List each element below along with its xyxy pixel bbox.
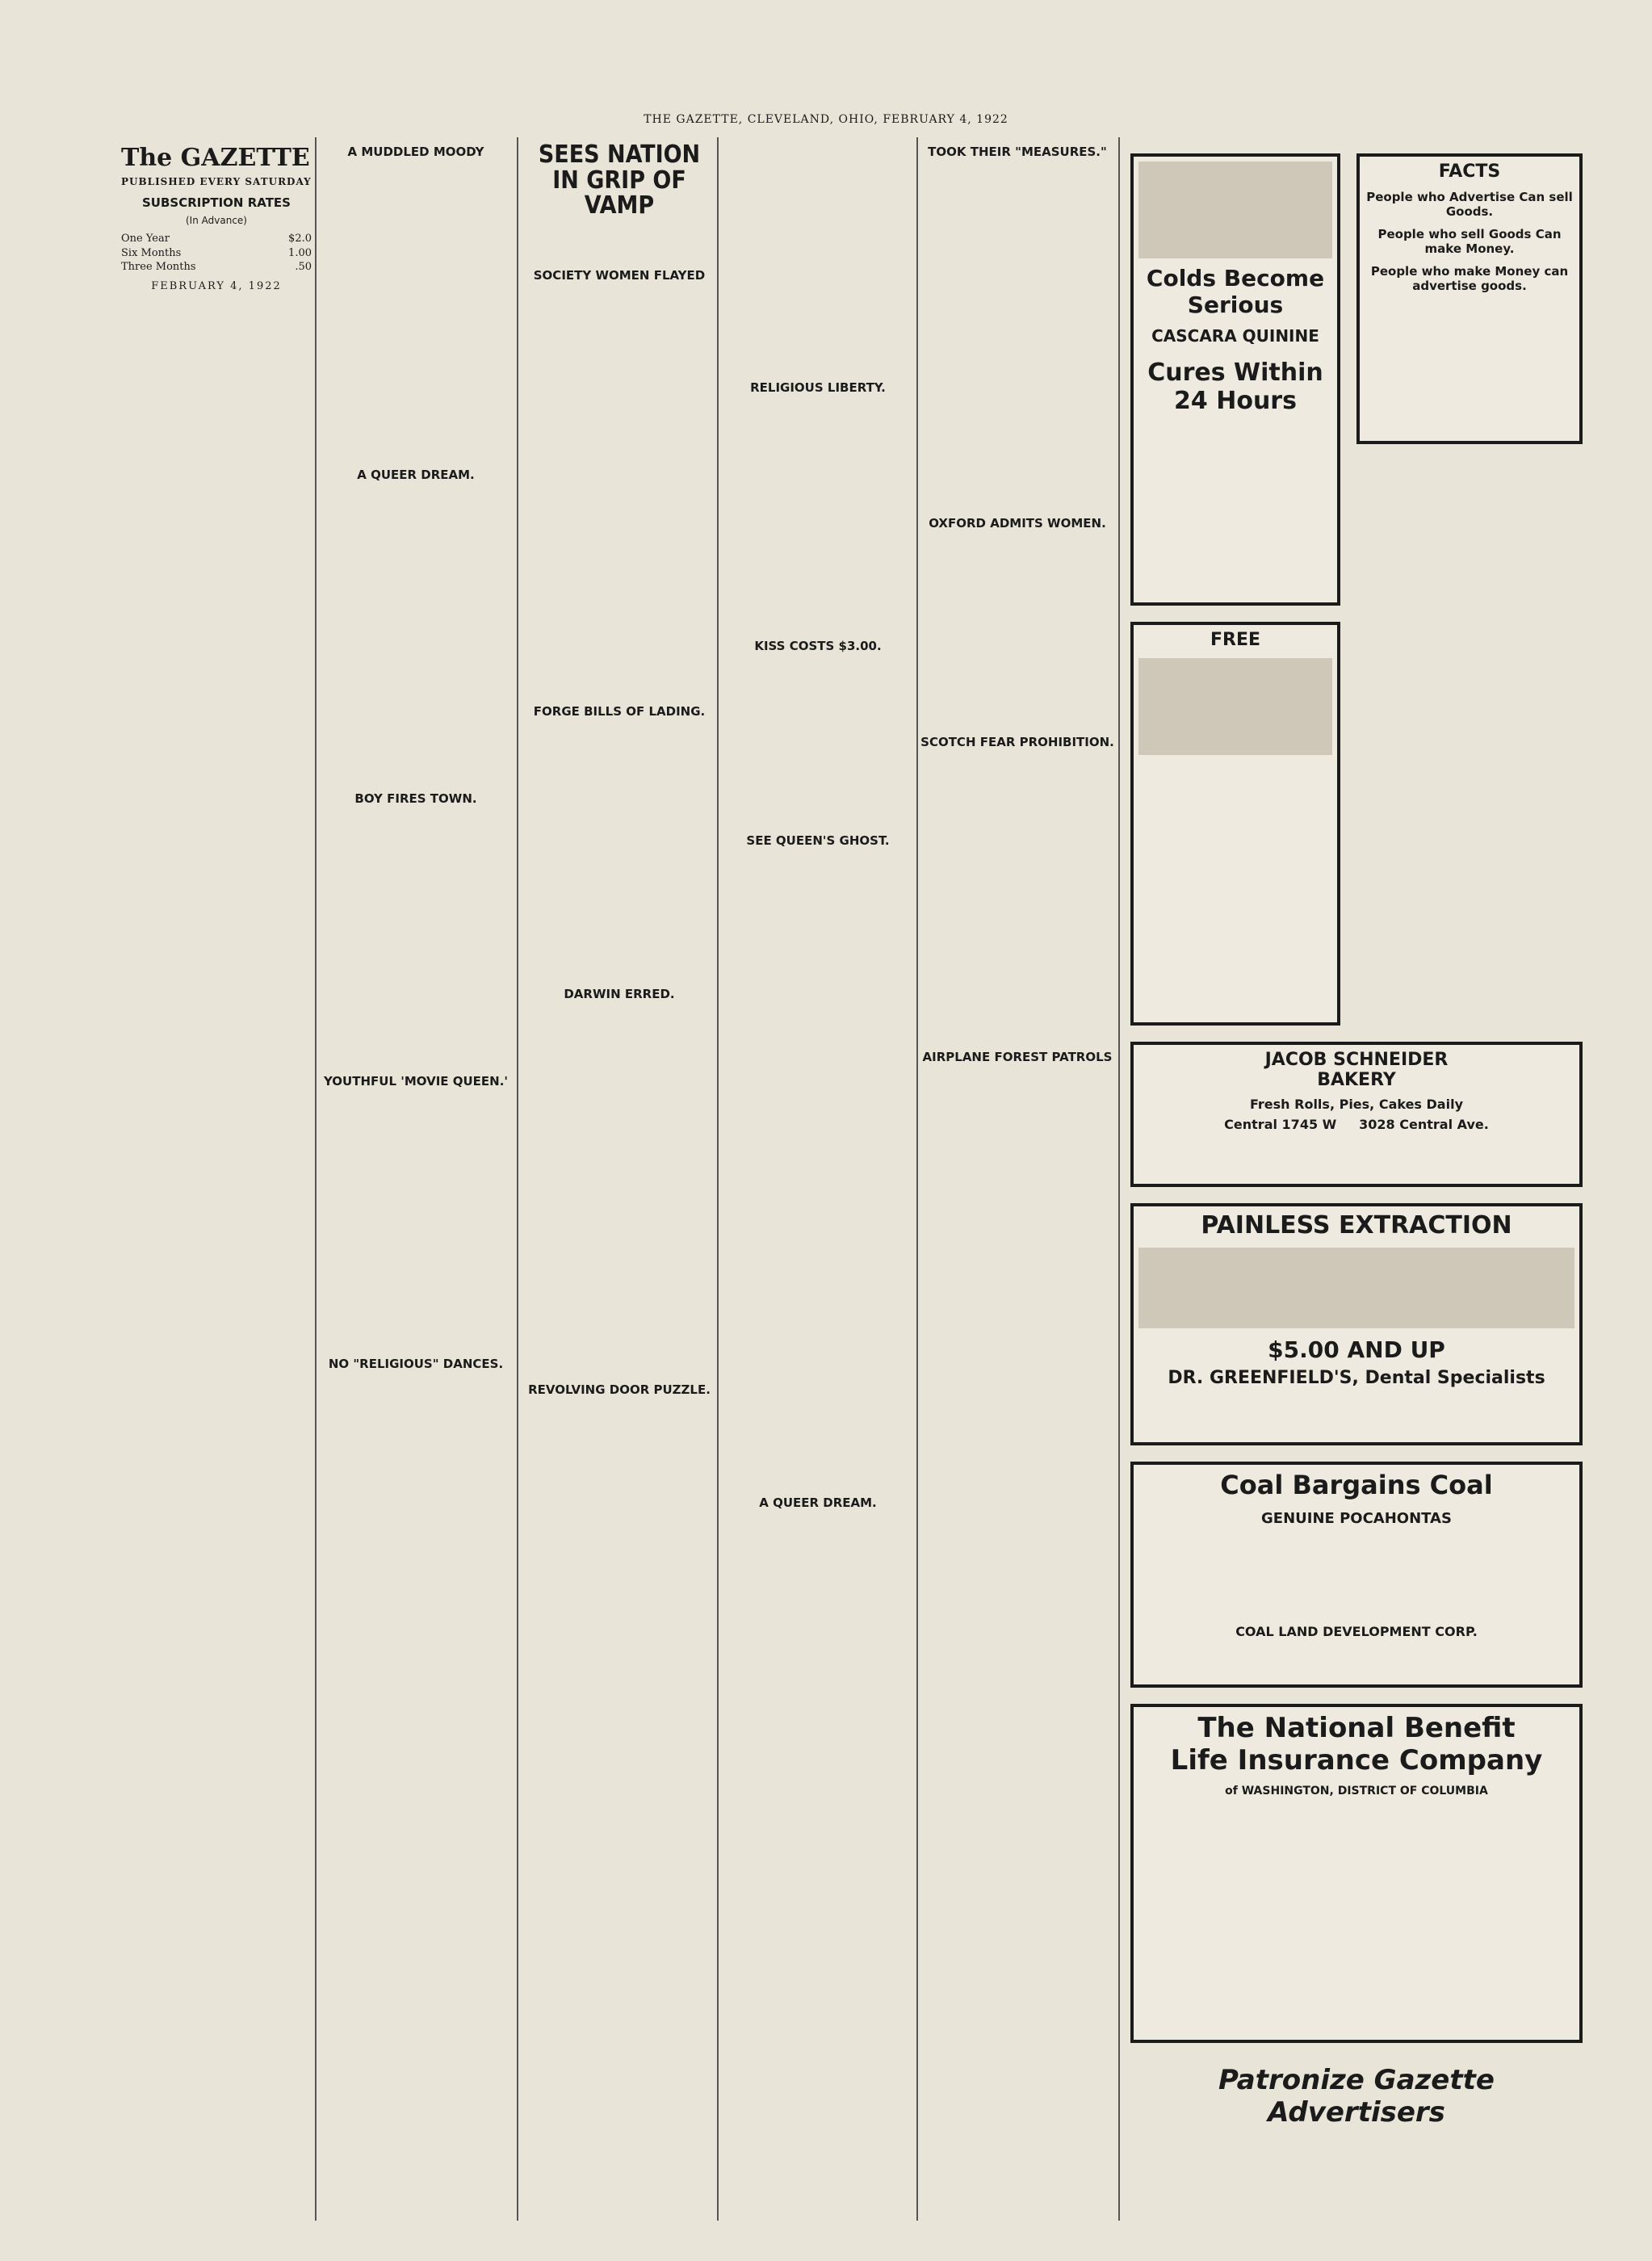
headline: TOOK THEIR "MEASURES.": [928, 145, 1107, 159]
headline: FORGE BILLS OF LADING.: [533, 703, 706, 719]
illustration-icon: [1138, 162, 1332, 258]
headline: A MUDDLED MOODY: [347, 145, 484, 159]
rates-heading: SUBSCRIPTION RATES: [142, 195, 291, 210]
rates-sub: (In Advance): [186, 214, 247, 226]
rates-row: Six Months 1.00: [121, 246, 312, 259]
headline: SEES NATION IN GRIP OF VAMP: [538, 141, 701, 220]
headline: SOCIETY WOMEN FLAYED: [533, 267, 706, 283]
bakery-ad: JACOB SCHNEIDER BAKERY Fresh Rolls, Pies, Cakes Daily Central 1745 W 3028 Central Ave.: [1130, 1042, 1583, 1187]
teeth-icon: [1138, 1248, 1574, 1328]
headline: KISS COSTS $3.00.: [754, 639, 882, 654]
facts-ad: FACTS People who Advertise Can sell Goods. People who sell Goods Can make Money. People who make Money can advertise goods.: [1356, 153, 1583, 444]
column-3: [523, 137, 715, 2221]
illustration-icon: [1138, 658, 1332, 755]
headline: NO "RELIGIOUS" DANCES.: [328, 1357, 504, 1371]
benefit-ad: The National Benefit Life Insurance Company of WASHINGTON, DISTRICT OF COLUMBIA: [1130, 1704, 1583, 2043]
headline: SEE QUEEN'S GHOST.: [746, 833, 890, 848]
headline: BOY FIRES TOWN.: [354, 791, 477, 806]
column-rule: [315, 137, 317, 2221]
column-1: [121, 137, 312, 2221]
headline: REVOLVING DOOR PUZZLE.: [528, 1382, 711, 1398]
coal-ad: Coal Bargains Coal GENUINE POCAHONTAS COAL LAND DEVELOPMENT CORP.: [1130, 1462, 1583, 1688]
date-line: FEBRUARY 4, 1922: [151, 279, 282, 292]
colds-ad: Colds Become Serious CASCARA QUININE Cures Within 24 Hours: [1130, 153, 1340, 606]
headline: A QUEER DREAM.: [357, 468, 475, 483]
rates-row: One Year $2.0: [121, 233, 312, 245]
running-head: THE GAZETTE, CLEVELAND, OHIO, FEBRUARY 4, 1922: [644, 113, 1008, 126]
column-4: [721, 137, 915, 2221]
column-rule: [517, 137, 518, 2221]
ads-column: [1130, 137, 1583, 2221]
free-ad: FREE: [1130, 622, 1340, 1026]
patronize-ad: Patronize Gazette Advertisers: [1218, 2064, 1495, 2129]
column-5: [920, 137, 1114, 2221]
headline: SCOTCH FEAR PROHIBITION.: [920, 734, 1114, 749]
column-rule: [916, 137, 918, 2221]
headline: AIRPLANE FOREST PATROLS: [922, 1049, 1113, 1064]
headline: YOUTHFUL 'MOVIE QUEEN.': [323, 1073, 509, 1089]
headline: OXFORD ADMITS WOMEN.: [929, 516, 1106, 531]
painless-ad: PAINLESS EXTRACTION $5.00 AND UP DR. GREENFIELD'S, Dental Specialists: [1130, 1203, 1583, 1445]
masthead-subtitle: PUBLISHED EVERY SATURDAY: [121, 175, 312, 187]
column-rule: [717, 137, 719, 2221]
column-2: [319, 137, 513, 2221]
headline: A QUEER DREAM.: [759, 1495, 877, 1510]
rates-row: Three Months .50: [121, 261, 312, 274]
headline: RELIGIOUS LIBERTY.: [750, 380, 886, 395]
masthead-title: The GAZETTE: [121, 144, 310, 172]
headline: DARWIN ERRED.: [564, 987, 675, 1001]
column-rule: [1118, 137, 1120, 2221]
